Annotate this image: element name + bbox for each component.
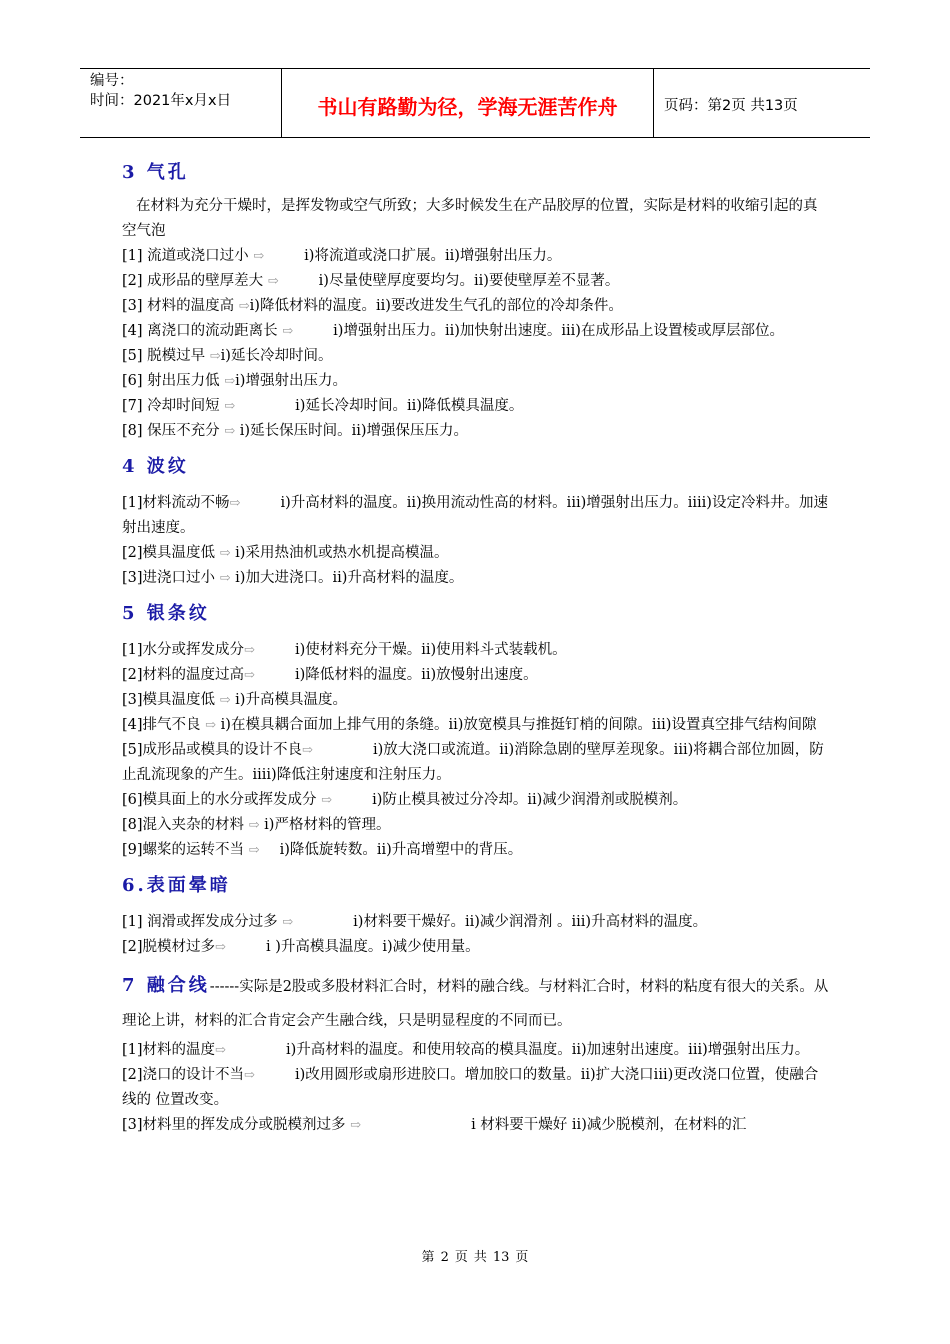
list-item: [2]脱模材过多⇨ i )升高模具温度。i)减少使用量。 (122, 939, 480, 955)
section-title-3: 3 气孔 (122, 162, 189, 183)
section-title-6: 6.表面晕暗 (122, 875, 231, 896)
list-item: [5] 脱模过早 ⇨i)延长冷却时间。 (122, 348, 333, 364)
list-item: [3] 材料的温度高 ⇨i)降低材料的温度。ii)要改进发生气孔的部位的冷却条件。 (122, 298, 623, 314)
arrow-icon: ⇨ (244, 668, 255, 683)
arrow-icon: ⇨ (209, 349, 221, 364)
section-title-7: 7 融合线 (122, 975, 210, 996)
arrow-icon: ⇨ (244, 643, 255, 658)
arrow-icon: ⇨ (253, 249, 265, 264)
document-body (122, 160, 830, 1138)
footer-page-number: 2 (440, 1250, 449, 1265)
arrow-icon: ⇨ (224, 399, 236, 414)
time-label: 时间：2021年x月x日 (90, 93, 232, 109)
header-meta (80, 69, 281, 137)
arrow-icon: ⇨ (219, 571, 231, 586)
arrow-icon: ⇨ (267, 274, 279, 289)
number-label: 编号： (90, 73, 134, 89)
arrow-icon: ⇨ (219, 693, 231, 708)
list-item: [7] 冷却时间短 ⇨ i)延长冷却时间。ii)降低模具温度。 (122, 398, 524, 414)
arrow-icon: ⇨ (224, 424, 236, 439)
arrow-icon: ⇨ (248, 843, 260, 858)
arrow-icon: ⇨ (224, 374, 236, 389)
list-item: [2]材料的温度过高⇨ i)降低材料的温度。ii)放慢射出速度。 (122, 667, 538, 683)
arrow-icon: ⇨ (244, 1068, 255, 1083)
list-item: [5]成形品或模具的设计不良⇨ i)放大浇口或流道。ii)消除急剧的壁厚差现象。iii)将耦合部位加圆，防止乱流现象的产生。iiii)降低注射速度和注射压力。 (122, 742, 824, 783)
list-item: [2] 成形品的壁厚差大 ⇨ i)尽量使壁厚度要均匀。ii)要使壁厚差不显著。 (122, 273, 620, 289)
list-item: [1] 润滑或挥发成分过多 ⇨ i)材料要干燥好。ii)减少润滑剂 。iii)升高材料的温度。 (122, 914, 708, 930)
arrow-icon: ⇨ (282, 915, 294, 930)
page-code: 页码：第2页 共13页 (664, 98, 798, 114)
page-footer: 第 2 页 共 13 页 (421, 1250, 529, 1265)
list-item: [8] 保压不充分 ⇨ i)延长保压时间。ii)增强保压压力。 (122, 423, 469, 439)
list-item: [6] 射出压力低 ⇨i)增强射出压力。 (122, 373, 347, 389)
list-item: [1] 流道或浇口过小 ⇨ i)将流道或浇口扩展。ii)增强射出压力。 (122, 248, 562, 264)
arrow-icon: ⇨ (321, 793, 333, 808)
arrow-icon: ⇨ (215, 940, 226, 955)
arrow-icon: ⇨ (205, 718, 217, 733)
list-item: [1]材料的温度⇨ i)升高材料的温度。和使用较高的模具温度。ii)加速射出速度。iii)增强射出压力。 (122, 1042, 810, 1058)
list-item: [9]螺桨的运转不当 ⇨ i)降低旋转数。ii)升高增塑中的背压。 (122, 842, 523, 858)
list-item: [2]浇口的设计不当⇨ i)改用圆形或扇形进胶口。增加胶口的数量。ii)扩大浇口iii)更改浇口位置，使融合线的 位置改变。 (122, 1067, 819, 1108)
list-item: [3]进浇口过小 ⇨ i)加大进浇口。ii)升高材料的温度。 (122, 570, 464, 586)
motto: 书山有路勤为径，学海无涯苦作舟 (281, 69, 654, 137)
arrow-icon: ⇨ (282, 324, 294, 339)
arrow-icon: ⇨ (248, 818, 260, 833)
footer-page-total: 13 (492, 1250, 510, 1265)
arrow-icon: ⇨ (302, 743, 313, 758)
page-header (80, 68, 870, 138)
section-7-intro: 7 融合线------实际是2股或多股材料汇合时，材料的融合线。与材料汇合时，材料的粘度有很大的关系。从理论上讲，材料的汇合肯定会产生融合线，只是明显程度的不同而已。 (122, 975, 829, 1029)
arrow-icon: ⇨ (219, 546, 231, 561)
list-item: [1]材料流动不畅⇨ i)升高材料的温度。ii)换用流动性高的材料。iii)增强射出压力。iiii)设定冷料井。加速射出速度。 (122, 495, 828, 536)
arrow-icon: ⇨ (215, 1043, 226, 1058)
list-item: [2]模具温度低 ⇨ i)采用热油机或热水机提高模温。 (122, 545, 449, 561)
arrow-icon: ⇨ (350, 1118, 362, 1133)
section-title-5: 5 银条纹 (122, 603, 210, 624)
section-3-intro: 在材料为充分干燥时，是挥发物或空气所致；大多时候发生在产品胶厚的位置，实际是材料的收缩引起的真空气泡 (122, 198, 818, 239)
list-item: [4]排气不良 ⇨ i)在模具耦合面加上排气用的条缝。ii)放宽模具与推挺钉梢的间隙。iii)设置真空排气结构间隙 (122, 717, 817, 733)
list-item: [3]材料里的挥发成分或脱模剂过多 ⇨ i 材料要干燥好 ii)减少脱模剂，在材料的汇 (122, 1117, 747, 1133)
list-item: [4] 离浇口的流动距离长 ⇨ i)增强射出压力。ii)加快射出速度。iii)在成形品上设置棱或厚层部位。 (122, 323, 784, 339)
list-item: [1]水分或挥发成分⇨ i)使材料充分干燥。ii)使用料斗式装载机。 (122, 642, 567, 658)
arrow-icon: ⇨ (229, 496, 241, 511)
arrow-icon: ⇨ (238, 299, 250, 314)
list-item: [8]混入夹杂的材料 ⇨ i)严格材料的管理。 (122, 817, 391, 833)
list-item: [6]模具面上的水分或挥发成分 ⇨ i)防止模具被过分冷却。ii)减少润滑剂或脱模剂。 (122, 792, 688, 808)
section-title-4: 4 波纹 (122, 456, 189, 477)
list-item: [3]模具温度低 ⇨ i)升高模具温度。 (122, 692, 347, 708)
